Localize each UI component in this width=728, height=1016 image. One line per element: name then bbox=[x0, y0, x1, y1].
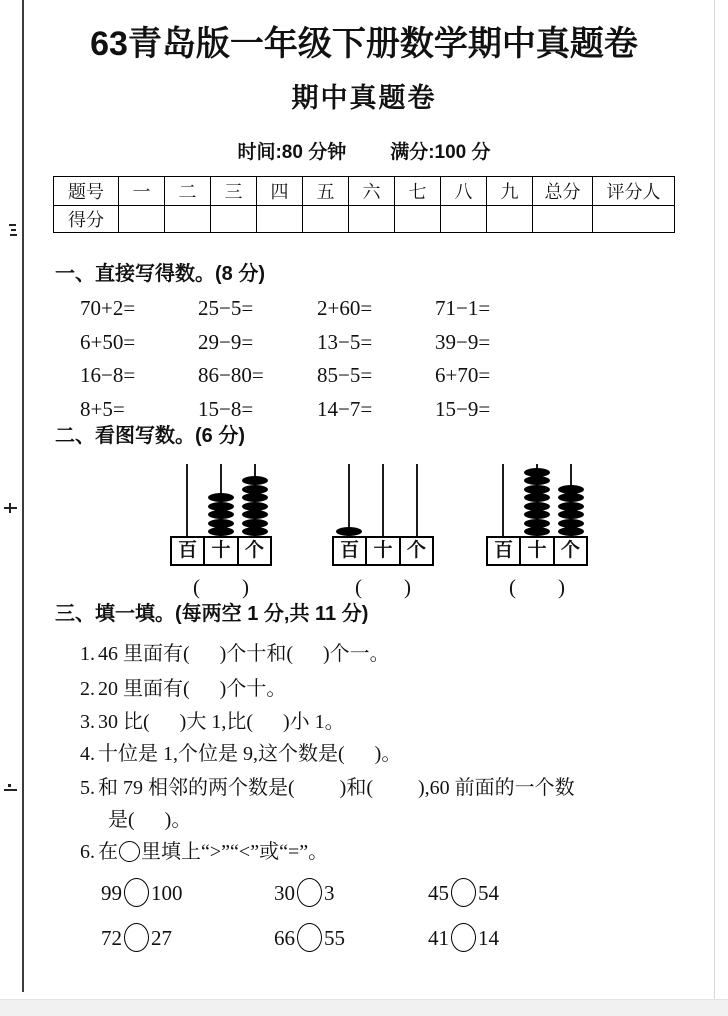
comparison-pair bbox=[101, 878, 183, 909]
fill-item-6 bbox=[80, 839, 328, 866]
place-value-box bbox=[332, 536, 434, 566]
scan-mark bbox=[11, 229, 16, 231]
comparison-pair bbox=[274, 878, 335, 909]
score-cell-empty bbox=[395, 206, 441, 233]
fill-item-5 bbox=[80, 775, 575, 802]
abacus-bead bbox=[524, 493, 550, 502]
compare-circle-icon bbox=[124, 923, 149, 952]
abacus-bead bbox=[242, 485, 268, 494]
bead-stack bbox=[558, 485, 584, 536]
abacus-rod-ones bbox=[400, 464, 434, 536]
item-number: 4. bbox=[80, 743, 95, 765]
score-table-header-cell: 六 bbox=[349, 177, 395, 206]
abacus-rod-tens bbox=[520, 464, 554, 536]
abacus-bead bbox=[558, 510, 584, 519]
math-problem: 6+70= bbox=[435, 363, 491, 388]
abacus-bead bbox=[524, 476, 550, 485]
score-table-header-cell: 五 bbox=[303, 177, 349, 206]
score-row-label: 得分 bbox=[54, 206, 119, 233]
math-problem: 71−1= bbox=[435, 296, 491, 321]
right-number: 3 bbox=[324, 881, 335, 905]
abacus-bead bbox=[558, 527, 584, 536]
math-problem: 2+60= bbox=[317, 296, 373, 321]
place-value-box bbox=[170, 536, 272, 566]
exam-meta bbox=[0, 137, 728, 164]
right-number: 54 bbox=[478, 881, 499, 905]
scan-mark bbox=[9, 224, 16, 226]
item-text-prefix: 在 bbox=[98, 841, 118, 863]
page-bottom-edge bbox=[0, 999, 728, 1016]
compare-circle-icon bbox=[297, 878, 322, 907]
score-cell-empty bbox=[165, 206, 211, 233]
item-number: 6. bbox=[80, 841, 95, 863]
compare-circle-icon bbox=[451, 923, 476, 952]
abacus-rod-hundreds bbox=[170, 464, 204, 536]
abacus-bead bbox=[208, 519, 234, 528]
score-cell-empty bbox=[303, 206, 349, 233]
section1-problems bbox=[80, 292, 565, 426]
answer-blank: ( ) bbox=[509, 575, 565, 599]
right-number: 55 bbox=[324, 926, 345, 950]
place-label-hundreds: 百 bbox=[494, 540, 514, 561]
abacus-rods bbox=[170, 464, 272, 536]
item-number: 1. bbox=[80, 643, 95, 665]
compare-circle-icon bbox=[297, 923, 322, 952]
scan-mark bbox=[10, 234, 17, 236]
abacus-rod-hundreds bbox=[332, 464, 366, 536]
fill-item-2 bbox=[80, 676, 286, 703]
place-label-tens: 十 bbox=[365, 538, 398, 564]
bead-stack bbox=[242, 477, 268, 537]
section2-heading: 二、看图写数。(6 分) bbox=[55, 425, 245, 447]
left-number: 72 bbox=[101, 926, 122, 950]
item-number: 3. bbox=[80, 711, 95, 733]
left-number: 41 bbox=[428, 926, 449, 950]
score-table-header-cell: 总分 bbox=[533, 177, 593, 206]
item-text: 30 比( )大 1,比( )小 1。 bbox=[98, 711, 345, 733]
left-number: 66 bbox=[274, 926, 295, 950]
abacus-figure-2 bbox=[332, 464, 434, 600]
left-number: 30 bbox=[274, 881, 295, 905]
score-table-header-cell: 四 bbox=[257, 177, 303, 206]
left-number: 45 bbox=[428, 881, 449, 905]
item-number: 2. bbox=[80, 678, 95, 700]
item-number: 5. bbox=[80, 777, 95, 799]
compare-circle-icon bbox=[124, 878, 149, 907]
bead-stack bbox=[336, 528, 362, 537]
score-cell-empty bbox=[593, 206, 675, 233]
math-problem: 6+50= bbox=[80, 329, 136, 354]
score-table-header-cell: 九 bbox=[487, 177, 533, 206]
score-table-header-cell: 一 bbox=[119, 177, 165, 206]
item-text: 46 里面有( )个十和( )个一。 bbox=[98, 643, 390, 665]
score-table-header-cell: 题号 bbox=[54, 177, 119, 206]
score-table-header-cell: 三 bbox=[211, 177, 257, 206]
right-number: 14 bbox=[478, 926, 499, 950]
math-problem: 16−8= bbox=[80, 363, 136, 388]
item-text: 十位是 1,个位是 9,这个数是( )。 bbox=[98, 743, 402, 765]
compare-circle-icon bbox=[451, 878, 476, 907]
math-problem: 13−5= bbox=[317, 329, 373, 354]
math-problem: 85−5= bbox=[317, 363, 373, 388]
abacus-figure-1 bbox=[170, 464, 272, 600]
abacus-bead bbox=[558, 493, 584, 502]
item-text-suffix: 里填上“>”“<”或“=”。 bbox=[141, 841, 329, 863]
item-text: 和 79 相邻的两个数是( )和( ),60 前面的一个数 bbox=[98, 777, 575, 799]
item-text: 20 里面有( )个十。 bbox=[98, 678, 287, 700]
section3-heading: 三、填一填。(每两空 1 分,共 11 分) bbox=[55, 603, 369, 625]
math-problem: 14−7= bbox=[317, 396, 373, 421]
abacus-rods bbox=[332, 464, 434, 536]
abacus-rod-ones bbox=[554, 464, 588, 536]
score-cell-empty bbox=[533, 206, 593, 233]
math-problem: 15−9= bbox=[435, 396, 491, 421]
score-cell-empty bbox=[257, 206, 303, 233]
right-number: 100 bbox=[151, 881, 183, 905]
scan-mark bbox=[9, 503, 11, 513]
comparison-pair bbox=[428, 878, 499, 909]
place-label-ones: 个 bbox=[399, 538, 432, 564]
abacus-bead bbox=[524, 510, 550, 519]
comparison-pair bbox=[101, 923, 172, 954]
section1-heading: 一、直接写得数。(8 分) bbox=[55, 263, 265, 285]
left-number: 99 bbox=[101, 881, 122, 905]
score-table-header-cell: 评分人 bbox=[593, 177, 675, 206]
answer-blank: ( ) bbox=[355, 575, 411, 599]
score-cell-empty bbox=[211, 206, 257, 233]
abacus-bead bbox=[524, 527, 550, 536]
place-label-ones: 个 bbox=[237, 538, 270, 564]
score-table bbox=[53, 176, 675, 233]
place-label-tens: 十 bbox=[203, 538, 236, 564]
abacus-rod-ones bbox=[238, 464, 272, 536]
abacus-rod-tens bbox=[204, 464, 238, 536]
scan-mark bbox=[8, 784, 11, 787]
fill-item-4 bbox=[80, 741, 401, 768]
right-number: 27 bbox=[151, 926, 172, 950]
place-label-tens: 十 bbox=[519, 538, 552, 564]
fill-item-5-line2 bbox=[108, 807, 191, 834]
score-cell-empty bbox=[349, 206, 395, 233]
abacus-bead bbox=[208, 502, 234, 511]
abacus-rods bbox=[486, 464, 588, 536]
score-cell-empty bbox=[119, 206, 165, 233]
score-cell-empty bbox=[487, 206, 533, 233]
scan-mark bbox=[4, 789, 17, 791]
place-label-hundreds: 百 bbox=[178, 540, 198, 561]
fill-item-1 bbox=[80, 641, 390, 668]
compare-circle-icon bbox=[119, 841, 140, 862]
math-problem: 70+2= bbox=[80, 296, 136, 321]
page-subtitle: 期中真题卷 bbox=[291, 83, 437, 113]
fill-item-3 bbox=[80, 709, 345, 736]
abacus-bead bbox=[208, 527, 234, 536]
score-table-header-cell: 七 bbox=[395, 177, 441, 206]
place-label-ones: 个 bbox=[553, 538, 586, 564]
math-problem: 8+5= bbox=[80, 396, 125, 421]
math-problem: 86−80= bbox=[198, 363, 264, 388]
bead-stack bbox=[208, 494, 234, 537]
math-problem: 25−5= bbox=[198, 296, 254, 321]
bead-stack bbox=[524, 468, 550, 536]
math-problem: 15−8= bbox=[198, 396, 254, 421]
score-table-header-cell: 八 bbox=[441, 177, 487, 206]
abacus-bead bbox=[242, 502, 268, 511]
score-table-header-cell: 二 bbox=[165, 177, 211, 206]
place-value-box bbox=[486, 536, 588, 566]
abacus-bead bbox=[336, 527, 362, 536]
abacus-rod-tens bbox=[366, 464, 400, 536]
math-problem: 29−9= bbox=[198, 329, 254, 354]
page-title: 63青岛版一年级下册数学期中真题卷 bbox=[90, 25, 638, 63]
math-problem: 39−9= bbox=[435, 329, 491, 354]
abacus-bead bbox=[242, 519, 268, 528]
abacus-bead bbox=[242, 527, 268, 536]
abacus-rod-hundreds bbox=[486, 464, 520, 536]
place-label-hundreds: 百 bbox=[340, 540, 360, 561]
abacus-figure-3 bbox=[486, 464, 588, 600]
comparison-pair bbox=[274, 923, 345, 954]
full-score-label: 满分:100 分 bbox=[390, 142, 491, 163]
time-allowed-label: 时间:80 分钟 bbox=[237, 142, 347, 163]
score-cell-empty bbox=[441, 206, 487, 233]
comparison-pair bbox=[428, 923, 499, 954]
item-text: 是( )。 bbox=[108, 809, 192, 831]
answer-blank: ( ) bbox=[193, 575, 249, 599]
